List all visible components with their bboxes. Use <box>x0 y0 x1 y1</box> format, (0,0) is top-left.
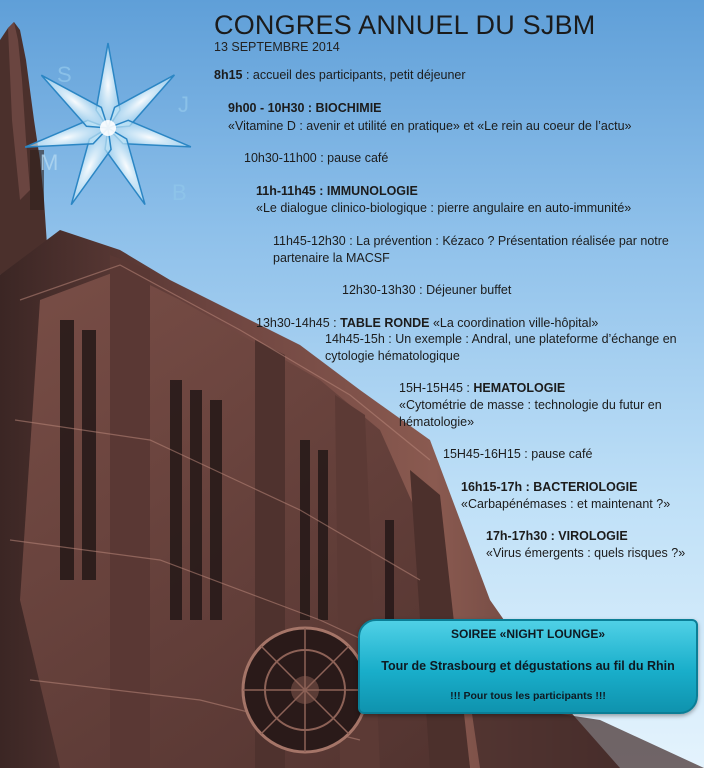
banner-subtitle: Tour de Strasbourg et dégustations au fil du Rhin <box>381 659 675 673</box>
hematologie-desc: «Cytométrie de masse : technologie du futur en hématologie» <box>399 398 662 429</box>
bacteriologie-desc: «Carbapénémases : et maintenant ?» <box>461 497 671 511</box>
biochimie-time: 9h00 - 10H30 : BIOCHIMIE <box>228 101 382 115</box>
rose-window <box>243 628 367 752</box>
immunologie-time: 11h-11h45 : IMMUNOLOGIE <box>256 184 418 198</box>
dejeuner-buffet: 12h30-13h30 : Déjeuner buffet <box>342 283 512 297</box>
table-ronde-line <box>256 315 598 332</box>
pause-cafe-1: 10h30-11h00 : pause café <box>244 151 389 165</box>
hematologie-label: HEMATOLOGIE <box>473 381 566 395</box>
cathedral-spire <box>0 22 48 275</box>
welcome-time: 8h15 <box>214 68 243 82</box>
prevention-session: 11h45-12h30 : La prévention : Kézaco ? Présentation réalisée par notre partenaire la MACSF <box>273 234 669 265</box>
logo-letter-b: B <box>172 180 187 205</box>
night-lounge-banner <box>358 619 698 714</box>
virologie-desc: «Virus émergents : quels risques ?» <box>486 546 686 560</box>
hematologie-line <box>399 380 565 397</box>
sjbm-star-logo <box>22 43 193 210</box>
logo-letter-s: S <box>57 62 72 87</box>
pause-cafe-2: 15H45-16H15 : pause café <box>443 447 593 461</box>
bacteriologie-time: 16h15-17h : BACTERIOLOGIE <box>461 480 638 494</box>
banner-title: SOIREE «NIGHT LOUNGE» <box>450 627 606 641</box>
welcome-text: : accueil des participants, petit déjeuner <box>242 68 466 82</box>
table-ronde-label: TABLE RONDE <box>340 316 430 330</box>
immunologie-desc: «Le dialogue clinico-biologique : pierre angulaire en auto-immunité» <box>256 201 632 215</box>
table-ronde-detail: 14h45-15h : Un exemple : Andral, une plateforme d’échange en cytologie hématologique <box>325 332 677 363</box>
event-title: CONGRES ANNUEL DU SJBM <box>214 10 596 40</box>
virologie-time: 17h-17h30 : VIROLOGIE <box>486 529 628 543</box>
program-welcome <box>214 67 466 84</box>
event-date: 13 SEPTEMBRE 2014 <box>214 40 340 54</box>
banner-note: !!! Pour tous les participants !!! <box>450 690 606 702</box>
table-ronde-time: 13h30-14h45 : <box>256 316 341 330</box>
logo-letter-m: M <box>40 150 59 175</box>
biochimie-desc: «Vitamine D : avenir et utilité en pratique» et «Le rein au coeur de l’actu» <box>228 119 632 133</box>
hematologie-time: 15H-15H45 : <box>399 381 474 395</box>
logo-letter-j: J <box>178 92 189 117</box>
table-ronde-topic: «La coordination ville-hôpital» <box>429 316 599 330</box>
